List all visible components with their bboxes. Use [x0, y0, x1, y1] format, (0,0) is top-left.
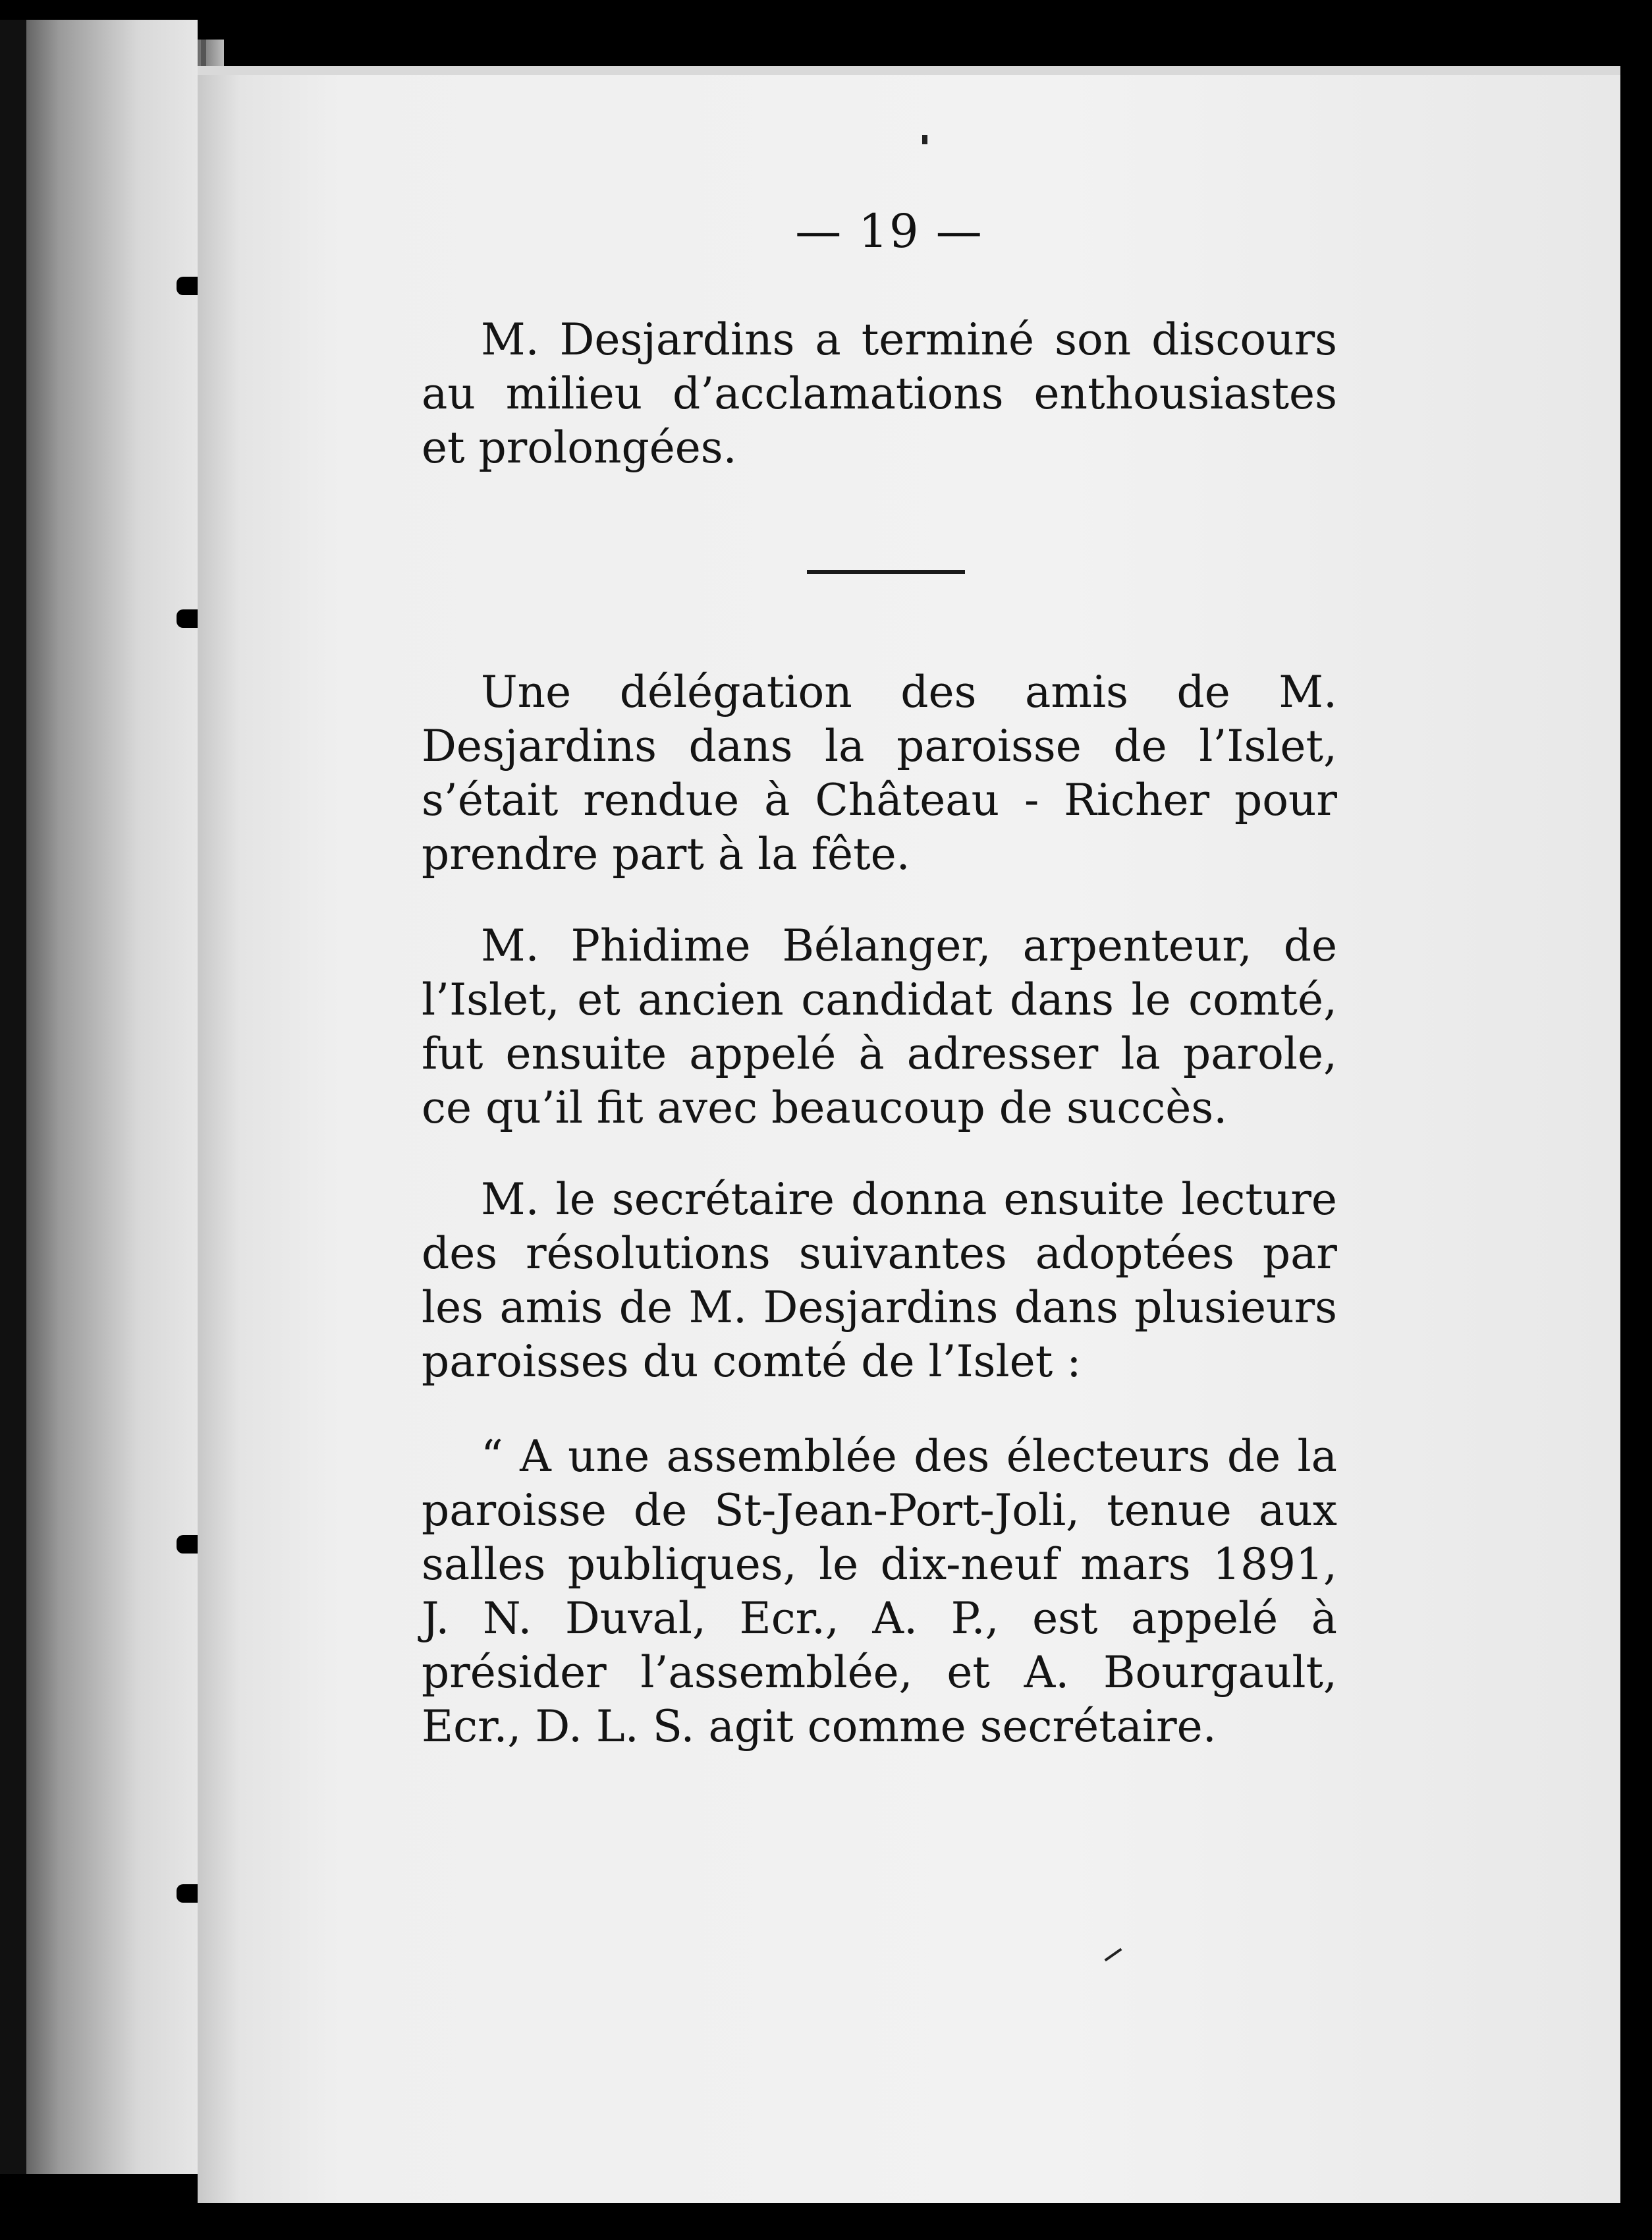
paragraph-resolutions: M. le secrétaire donna ensuite lecture des résolutions suivantes adoptées par les amis de M. Desjardins dans plusieurs paroisses du comté de l’Islet : — [422, 1174, 1337, 1387]
paragraph-assembly-quote: “ A une assemblée des électeurs de la paroisse de St-Jean-Port-Joli, tenue aux salles publiques, le dix-neuf mars 1891, J. N. Duval, Ecr., A. P., est appelé à présider l’assemblée, et A. Bourgault, Ecr., D. L. S. agit comme secrétaire. — [422, 1431, 1337, 1752]
page-number: — 19 — — [795, 204, 983, 258]
print-speck — [922, 135, 927, 144]
facing-page-edge — [0, 20, 198, 2174]
section-divider — [807, 570, 965, 574]
scan-border — [0, 20, 26, 2174]
paragraph-closing-speech: M. Desjardins a terminé son discours au milieu d’acclamations enthousiastes et prolongées. — [422, 314, 1337, 473]
paragraph-delegation: Une délégation des amis de M. Desjardins dans la paroisse de l’Islet, s’était rendue à Château - Richer pour prendre part à la fête. — [422, 667, 1337, 880]
paragraph-belanger: M. Phidime Bélanger, arpenteur, de l’Islet, et ancien candidat dans le comté, fut ensuite appelé à adresser la parole, ce qu’il fit avec beaucoup de succès. — [422, 920, 1337, 1133]
